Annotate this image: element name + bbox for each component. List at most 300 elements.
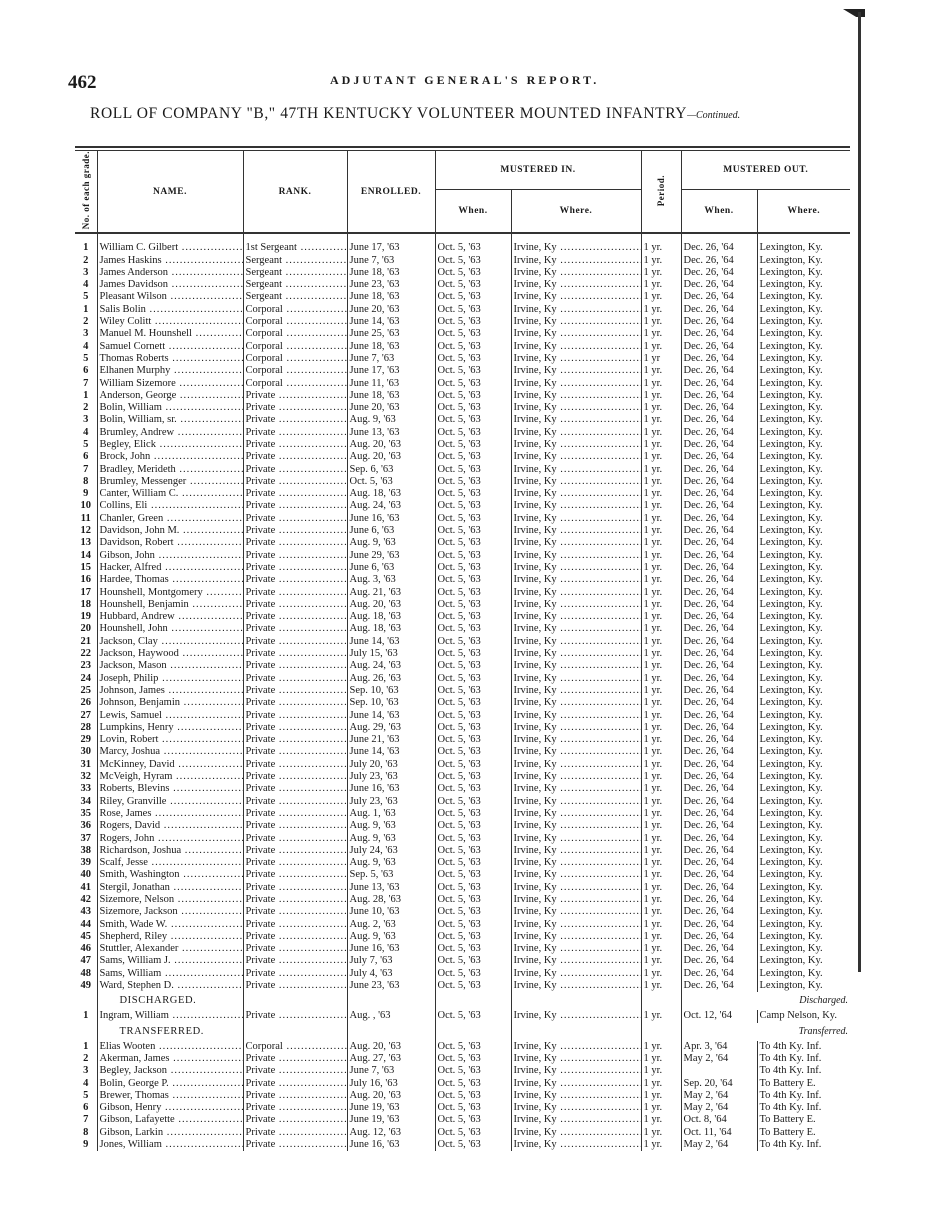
row-number: 3 [83, 266, 89, 278]
mustered-in-place: Irvine, Ky ..... [511, 500, 641, 512]
row-number: 24 [80, 672, 91, 684]
rank: Private ..... [243, 710, 347, 722]
row-number: 27 [80, 709, 91, 721]
mustered-out-date: Dec. 26, '64 [681, 955, 757, 967]
mustered-out-date: Dec. 26, '64 [681, 980, 757, 992]
mustered-in-date: Oct. 5, '63 [435, 537, 511, 549]
service-period: 1 yr. [641, 1053, 681, 1065]
rank: Private ..... [243, 1102, 347, 1114]
mustered-out-place: Lexington, Ky. [757, 500, 850, 512]
mustered-in-date: Oct. 5, '63 [435, 1010, 511, 1022]
mustered-in-date: Oct. 5, '63 [435, 796, 511, 808]
mustered-out-place: Lexington, Ky. [757, 882, 850, 894]
rank: Sergeant ..... [243, 267, 347, 279]
table-row [75, 427, 850, 439]
mustered-out-date: Dec. 26, '64 [681, 796, 757, 808]
mustered-out-place: To 4th Ky. Inf. [757, 1053, 850, 1065]
rank: Private ..... [243, 1090, 347, 1102]
mustered-in-date: Oct. 5, '63 [435, 906, 511, 918]
rank: Private ..... [243, 869, 347, 881]
table-row [75, 316, 850, 328]
service-period: 1 yr. [641, 1139, 681, 1151]
soldier-name: Stuttler, Alexander ..... [97, 943, 243, 955]
roll-table-container [75, 146, 850, 1151]
rank: Private ..... [243, 562, 347, 574]
rank: Private ..... [243, 402, 347, 414]
soldier-name: Bolin, George P. ..... [97, 1078, 243, 1090]
mustered-out-place: Lexington, Ky. [757, 365, 850, 377]
mustered-out-place: Lexington, Ky. [757, 820, 850, 832]
soldier-name: Bradley, Merideth ..... [97, 464, 243, 476]
service-period: 1 yr. [641, 771, 681, 783]
mustered-in-place: Irvine, Ky ..... [511, 439, 641, 451]
mustered-out-date: Dec. 26, '64 [681, 402, 757, 414]
header-no: No. of each grade. [80, 151, 91, 230]
mustered-in-date: Oct. 5, '63 [435, 316, 511, 328]
enrolled-date: June 6, '63 [347, 562, 435, 574]
rank: Private ..... [243, 660, 347, 672]
mustered-in-date: Oct. 5, '63 [435, 353, 511, 365]
rank: Private ..... [243, 980, 347, 992]
mustered-in-date: Oct. 5, '63 [435, 1139, 511, 1151]
enrolled-date: June 16, '63 [347, 783, 435, 795]
rank: Private ..... [243, 623, 347, 635]
service-period: 1 yr. [641, 525, 681, 537]
service-period: 1 yr. [641, 734, 681, 746]
row-number: 48 [80, 967, 91, 979]
row-number: 46 [80, 943, 91, 955]
table-row [75, 279, 850, 291]
mustered-out-place: Lexington, Ky. [757, 648, 850, 660]
mustered-in-place: Irvine, Ky ..... [511, 1010, 641, 1022]
row-number: 43 [80, 906, 91, 918]
mustered-out-place: Lexington, Ky. [757, 660, 850, 672]
rank: Corporal ..... [243, 304, 347, 316]
enrolled-date: June 20, '63 [347, 402, 435, 414]
row-number: 31 [80, 758, 91, 770]
mustered-out-place: Lexington, Ky. [757, 857, 850, 869]
rank: Private ..... [243, 390, 347, 402]
table-row [75, 759, 850, 771]
mustered-out-place: Lexington, Ky. [757, 328, 850, 340]
mustered-in-place: Irvine, Ky ..... [511, 783, 641, 795]
row-number: 33 [80, 783, 91, 795]
mustered-in-place: Irvine, Ky ..... [511, 1114, 641, 1126]
mustered-out-date: Dec. 26, '64 [681, 464, 757, 476]
mustered-in-date: Oct. 5, '63 [435, 1114, 511, 1126]
enrolled-date: July 23, '63 [347, 796, 435, 808]
rank: 1st Sergeant ..... [243, 242, 347, 254]
enrolled-date: June 18, '63 [347, 341, 435, 353]
mustered-out-date: Dec. 26, '64 [681, 648, 757, 660]
mustered-out-date: Oct. 11, '64 [681, 1127, 757, 1139]
enrolled-date: Aug. , '63 [347, 1010, 435, 1022]
discharged-section [75, 992, 850, 1022]
enrolled-date: June 7, '63 [347, 255, 435, 267]
soldier-name: Thomas Roberts ..... [97, 353, 243, 365]
mustered-out-place: Lexington, Ky. [757, 451, 850, 463]
mustered-out-place: Lexington, Ky. [757, 796, 850, 808]
enrolled-date: Sep. 10, '63 [347, 697, 435, 709]
mustered-in-place: Irvine, Ky ..... [511, 796, 641, 808]
service-period: 1 yr. [641, 636, 681, 648]
service-period: 1 yr. [641, 304, 681, 316]
service-period: 1 yr. [641, 513, 681, 525]
row-number: 2 [83, 254, 89, 266]
mustered-out-date: Dec. 26, '64 [681, 611, 757, 623]
mustered-out-date: Dec. 26, '64 [681, 255, 757, 267]
mustered-in-place: Irvine, Ky ..... [511, 955, 641, 967]
enrolled-date: Sep. 10, '63 [347, 685, 435, 697]
service-period: 1 yr. [641, 845, 681, 857]
enrolled-date: June 14, '63 [347, 746, 435, 758]
mustered-in-place: Irvine, Ky ..... [511, 451, 641, 463]
mustered-out-date: Dec. 26, '64 [681, 513, 757, 525]
enrolled-date: Aug. 18, '63 [347, 623, 435, 635]
mustered-out-date: Dec. 26, '64 [681, 906, 757, 918]
mustered-out-place: Lexington, Ky. [757, 439, 850, 451]
service-period: 1 yr. [641, 267, 681, 279]
mustered-out-date: Sep. 20, '64 [681, 1078, 757, 1090]
mustered-out-date: Dec. 26, '64 [681, 476, 757, 488]
rank: Corporal ..... [243, 341, 347, 353]
rank: Private ..... [243, 500, 347, 512]
mustered-out-date: Dec. 26, '64 [681, 660, 757, 672]
mustered-in-place: Irvine, Ky ..... [511, 353, 641, 365]
mustered-in-place: Irvine, Ky ..... [511, 267, 641, 279]
soldier-name: Samuel Cornett ..... [97, 341, 243, 353]
mustered-in-place: Irvine, Ky ..... [511, 525, 641, 537]
table-row [75, 1090, 850, 1102]
mustered-out-date: Dec. 26, '64 [681, 673, 757, 685]
table-header [75, 151, 850, 233]
enrolled-date: Aug. 26, '63 [347, 673, 435, 685]
service-period: 1 yr. [641, 562, 681, 574]
enrolled-date: July 23, '63 [347, 771, 435, 783]
table-row [75, 1114, 850, 1126]
mustered-out-place: To 4th Ky. Inf. [757, 1090, 850, 1102]
mustered-in-date: Oct. 5, '63 [435, 488, 511, 500]
table-row [75, 906, 850, 918]
table-row [75, 365, 850, 377]
service-period: 1 yr. [641, 697, 681, 709]
mustered-out-date: Dec. 26, '64 [681, 291, 757, 303]
mustered-in-date: Oct. 5, '63 [435, 1090, 511, 1102]
row-number: 1 [83, 242, 89, 254]
table-row [75, 1041, 850, 1053]
mustered-in-place: Irvine, Ky ..... [511, 685, 641, 697]
enrolled-date: June 18, '63 [347, 267, 435, 279]
service-period: 1 yr. [641, 402, 681, 414]
soldier-name: Ingram, William ..... [97, 1010, 243, 1022]
mustered-in-place: Irvine, Ky ..... [511, 1102, 641, 1114]
mustered-in-place: Irvine, Ky ..... [511, 587, 641, 599]
table-row [75, 1010, 850, 1022]
mustered-out-place: Lexington, Ky. [757, 267, 850, 279]
rank: Private ..... [243, 1139, 347, 1151]
row-number: 37 [80, 832, 91, 844]
row-number: 7 [83, 1114, 89, 1126]
table-row [75, 833, 850, 845]
mustered-in-date: Oct. 5, '63 [435, 402, 511, 414]
table-row [75, 390, 850, 402]
row-number: 32 [80, 771, 91, 783]
mustered-in-date: Oct. 5, '63 [435, 1041, 511, 1053]
row-number: 5 [83, 352, 89, 364]
rank: Private ..... [243, 574, 347, 586]
table-row [75, 304, 850, 316]
mustered-in-place: Irvine, Ky ..... [511, 857, 641, 869]
service-period: 1 yr. [641, 1102, 681, 1114]
mustered-out-place: Lexington, Ky. [757, 611, 850, 623]
service-period: 1 yr. [641, 255, 681, 267]
table-row [75, 857, 850, 869]
enrolled-date: June 19, '63 [347, 1114, 435, 1126]
mustered-in-place: Irvine, Ky ..... [511, 833, 641, 845]
service-period: 1 yr. [641, 869, 681, 881]
mustered-in-date: Oct. 5, '63 [435, 685, 511, 697]
row-number: 34 [80, 795, 91, 807]
mustered-out-date: Oct. 8, '64 [681, 1114, 757, 1126]
soldier-name: Riley, Granville ..... [97, 796, 243, 808]
soldier-name: James Haskins ..... [97, 255, 243, 267]
service-period: 1 yr. [641, 291, 681, 303]
row-number: 6 [83, 1102, 89, 1114]
table-row [75, 562, 850, 574]
mustered-in-place: Irvine, Ky ..... [511, 943, 641, 955]
soldier-name: William C. Gilbert ..... [97, 242, 243, 254]
rank: Private ..... [243, 513, 347, 525]
rank: Private ..... [243, 599, 347, 611]
mustered-out-place: Lexington, Ky. [757, 710, 850, 722]
mustered-out-date: Dec. 26, '64 [681, 697, 757, 709]
mustered-in-place: Irvine, Ky ..... [511, 611, 641, 623]
mustered-in-place: Irvine, Ky ..... [511, 1078, 641, 1090]
enrolled-date: July 16, '63 [347, 1078, 435, 1090]
table-row [75, 882, 850, 894]
row-number: 1 [83, 1040, 89, 1052]
mustered-in-date: Oct. 5, '63 [435, 1053, 511, 1065]
mustered-out-date: Dec. 26, '64 [681, 341, 757, 353]
mustered-out-place: Lexington, Ky. [757, 513, 850, 525]
rank: Private ..... [243, 771, 347, 783]
mustered-out-place: To Battery E. [757, 1114, 850, 1126]
mustered-out-place: Lexington, Ky. [757, 414, 850, 426]
mustered-in-date: Oct. 5, '63 [435, 636, 511, 648]
mustered-in-date: Oct. 5, '63 [435, 500, 511, 512]
mustered-out-date: Dec. 26, '64 [681, 488, 757, 500]
mustered-in-place: Irvine, Ky ..... [511, 1053, 641, 1065]
mustered-out-date: Dec. 26, '64 [681, 783, 757, 795]
mustered-in-date: Oct. 5, '63 [435, 919, 511, 931]
mustered-in-date: Oct. 5, '63 [435, 1078, 511, 1090]
mustered-in-date: Oct. 5, '63 [435, 1102, 511, 1114]
enrolled-date: Aug. 24, '63 [347, 500, 435, 512]
table-row [75, 242, 850, 254]
soldier-name: Richardson, Joshua ..... [97, 845, 243, 857]
table-row [75, 525, 850, 537]
rank: Private ..... [243, 611, 347, 623]
mustered-in-place: Irvine, Ky ..... [511, 710, 641, 722]
row-number: 38 [80, 844, 91, 856]
mustered-out-date: May 2, '64 [681, 1090, 757, 1102]
mustered-out-date: Dec. 26, '64 [681, 599, 757, 611]
mustered-in-date: Oct. 5, '63 [435, 857, 511, 869]
mustered-in-date: Oct. 5, '63 [435, 955, 511, 967]
mustered-out-place: Lexington, Ky. [757, 562, 850, 574]
soldier-name: Davidson, Robert ..... [97, 537, 243, 549]
mustered-out-place: Lexington, Ky. [757, 685, 850, 697]
mustered-out-date: Dec. 26, '64 [681, 378, 757, 390]
soldier-name: Hounshell, John ..... [97, 623, 243, 635]
mustered-in-date: Oct. 5, '63 [435, 451, 511, 463]
mustered-out-place: Lexington, Ky. [757, 623, 850, 635]
table-row [75, 439, 850, 451]
rank: Corporal ..... [243, 1041, 347, 1053]
soldier-name: Lovin, Robert ..... [97, 734, 243, 746]
row-number: 19 [80, 611, 91, 623]
mustered-out-place: Lexington, Ky. [757, 955, 850, 967]
service-period: 1 yr. [641, 968, 681, 980]
mustered-out-date: Dec. 26, '64 [681, 316, 757, 328]
mustered-out-place: To 4th Ky. Inf. [757, 1041, 850, 1053]
table-row [75, 660, 850, 672]
mustered-out-place: Lexington, Ky. [757, 906, 850, 918]
soldier-name: Gibson, Henry ..... [97, 1102, 243, 1114]
service-period: 1 yr. [641, 746, 681, 758]
table-row [75, 771, 850, 783]
soldier-name: Jones, William ..... [97, 1139, 243, 1151]
mustered-out-place: Lexington, Ky. [757, 636, 850, 648]
mustered-in-date: Oct. 5, '63 [435, 771, 511, 783]
mustered-out-place: Lexington, Ky. [757, 771, 850, 783]
mustered-out-date: Dec. 26, '64 [681, 931, 757, 943]
table-row [75, 451, 850, 463]
service-period: 1 yr. [641, 1078, 681, 1090]
mustered-out-date: Dec. 26, '64 [681, 279, 757, 291]
service-period: 1 yr. [641, 328, 681, 340]
mustered-out-place: Lexington, Ky. [757, 722, 850, 734]
soldier-name: Shepherd, Riley ..... [97, 931, 243, 943]
rank: Private ..... [243, 451, 347, 463]
rank: Private ..... [243, 1078, 347, 1090]
row-number: 15 [80, 561, 91, 573]
table-row [75, 550, 850, 562]
mustered-in-place: Irvine, Ky ..... [511, 316, 641, 328]
discharged-note: Discharged. [681, 992, 850, 1010]
mustered-out-place: Lexington, Ky. [757, 943, 850, 955]
table-row [75, 341, 850, 353]
enrolled-date: June 6, '63 [347, 525, 435, 537]
row-number: 11 [80, 512, 91, 524]
mustered-in-place: Irvine, Ky ..... [511, 427, 641, 439]
row-number: 9 [83, 1139, 89, 1151]
service-period: 1 yr. [641, 599, 681, 611]
table-row [75, 623, 850, 635]
rank: Corporal ..... [243, 353, 347, 365]
mustered-out-place: Lexington, Ky. [757, 919, 850, 931]
rank: Sergeant ..... [243, 291, 347, 303]
title-continued: —Continued. [687, 110, 741, 121]
service-period: 1 yr. [641, 341, 681, 353]
row-number: 8 [83, 475, 89, 487]
mustered-in-place: Irvine, Ky ..... [511, 746, 641, 758]
rank: Private ..... [243, 759, 347, 771]
mustered-in-place: Irvine, Ky ..... [511, 402, 641, 414]
mustered-in-place: Irvine, Ky ..... [511, 1127, 641, 1139]
row-number: 21 [80, 635, 91, 647]
enrolled-date: June 14, '63 [347, 316, 435, 328]
rank: Private ..... [243, 955, 347, 967]
service-period: 1 yr. [641, 833, 681, 845]
service-period: 1 yr. [641, 710, 681, 722]
table-row [75, 1065, 850, 1077]
table-row [75, 574, 850, 586]
mustered-in-place: Irvine, Ky ..... [511, 476, 641, 488]
soldier-name: Begley, Jackson ..... [97, 1065, 243, 1077]
mustered-out-place: To Battery E. [757, 1078, 850, 1090]
mustered-out-date: May 2, '64 [681, 1139, 757, 1151]
service-period: 1 yr. [641, 882, 681, 894]
mustered-out-place: Lexington, Ky. [757, 845, 850, 857]
rank: Private ..... [243, 550, 347, 562]
mustered-out-date: Dec. 26, '64 [681, 808, 757, 820]
mustered-in-place: Irvine, Ky ..... [511, 574, 641, 586]
table-row [75, 328, 850, 340]
mustered-in-place: Irvine, Ky ..... [511, 550, 641, 562]
row-number: 41 [80, 881, 91, 893]
mustered-out-date: Dec. 26, '64 [681, 919, 757, 931]
mustered-out-place: Lexington, Ky. [757, 488, 850, 500]
service-period: 1 yr. [641, 648, 681, 660]
mustered-in-place: Irvine, Ky ..... [511, 673, 641, 685]
mustered-in-date: Oct. 5, '63 [435, 414, 511, 426]
rank: Private ..... [243, 808, 347, 820]
rank: Private ..... [243, 439, 347, 451]
service-period: 1 yr. [641, 476, 681, 488]
rank: Private ..... [243, 833, 347, 845]
mustered-in-place: Irvine, Ky ..... [511, 599, 641, 611]
soldier-name: Manuel M. Hounshell ..... [97, 328, 243, 340]
service-period: 1 yr. [641, 1127, 681, 1139]
row-number: 35 [80, 807, 91, 819]
mustered-out-place: Camp Nelson, Ky. [757, 1010, 850, 1022]
mustered-in-date: Oct. 5, '63 [435, 279, 511, 291]
rank: Corporal ..... [243, 316, 347, 328]
enrolled-date: July 7, '63 [347, 955, 435, 967]
soldier-name: Jackson, Clay ..... [97, 636, 243, 648]
service-period: 1 yr. [641, 242, 681, 254]
mustered-in-date: Oct. 5, '63 [435, 574, 511, 586]
mustered-in-place: Irvine, Ky ..... [511, 414, 641, 426]
mustered-in-date: Oct. 5, '63 [435, 808, 511, 820]
mustered-in-place: Irvine, Ky ..... [511, 980, 641, 992]
mustered-in-date: Oct. 5, '63 [435, 648, 511, 660]
soldier-name: Hounshell, Montgomery ..... [97, 587, 243, 599]
mustered-in-place: Irvine, Ky ..... [511, 931, 641, 943]
table-row [75, 599, 850, 611]
service-period: 1 yr. [641, 943, 681, 955]
service-period: 1 yr. [641, 439, 681, 451]
rank: Private ..... [243, 537, 347, 549]
mustered-out-place: Lexington, Ky. [757, 783, 850, 795]
soldier-name: Joseph, Philip ..... [97, 673, 243, 685]
table-row [75, 1127, 850, 1139]
table-row [75, 968, 850, 980]
mustered-out-place: Lexington, Ky. [757, 464, 850, 476]
enrolled-date: Aug. 9, '63 [347, 833, 435, 845]
soldier-name: Brewer, Thomas ..... [97, 1090, 243, 1102]
